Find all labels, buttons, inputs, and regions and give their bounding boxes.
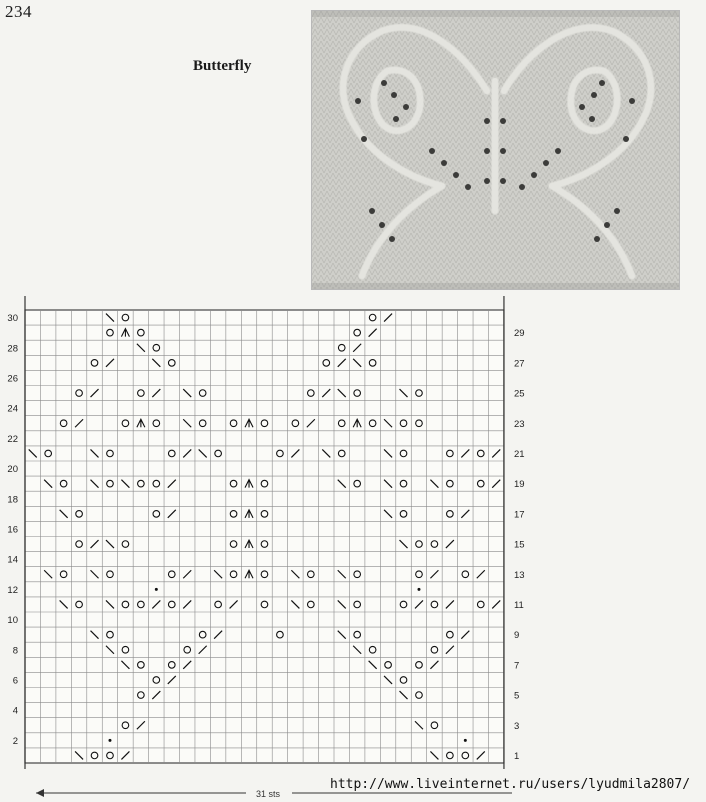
row-label-11: 11	[513, 599, 524, 611]
row-label-21: 21	[513, 448, 525, 460]
row-label-1: 1	[513, 750, 520, 762]
row-label-16: 16	[7, 524, 18, 536]
row-label-26: 26	[7, 373, 18, 385]
row-label-28: 28	[7, 343, 18, 355]
butterfly-swatch-photo	[311, 10, 680, 290]
chart-grid	[25, 296, 504, 769]
knitting-chart	[0, 290, 706, 802]
row-label-18: 18	[7, 494, 18, 506]
pattern-title: Butterfly	[193, 58, 252, 74]
purl-dot-symbol	[464, 739, 467, 742]
row-labels-left	[7, 313, 18, 747]
row-labels-right	[514, 328, 525, 762]
row-label-25: 25	[513, 388, 525, 400]
row-label-5: 5	[513, 690, 520, 702]
purl-dot-symbol	[155, 588, 158, 591]
row-label-29: 29	[513, 328, 525, 340]
row-label-27: 27	[513, 358, 525, 370]
row-label-14: 14	[7, 554, 18, 566]
row-label-2: 2	[12, 735, 18, 747]
row-label-12: 12	[7, 584, 18, 596]
page-number: 234	[5, 2, 32, 21]
row-label-3: 3	[513, 720, 520, 732]
row-label-24: 24	[7, 403, 18, 415]
row-label-20: 20	[7, 464, 18, 476]
row-label-7: 7	[513, 660, 520, 672]
row-label-8: 8	[12, 645, 18, 657]
watermark-url: http://www.liveinternet.ru/users/lyudmila2807/	[330, 777, 691, 792]
row-label-13: 13	[513, 569, 525, 581]
row-label-30: 30	[7, 313, 18, 325]
purl-dot-symbol	[108, 739, 111, 742]
row-label-17: 17	[513, 509, 525, 521]
row-label-19: 19	[513, 479, 525, 491]
stitch-count-label: 31 sts	[255, 789, 281, 799]
row-label-6: 6	[12, 675, 18, 687]
row-label-23: 23	[513, 418, 525, 430]
row-label-15: 15	[513, 539, 525, 551]
row-label-10: 10	[7, 615, 18, 627]
row-label-9: 9	[513, 630, 520, 642]
row-label-22: 22	[7, 433, 18, 445]
row-label-4: 4	[12, 705, 18, 717]
purl-dot-symbol	[417, 588, 420, 591]
